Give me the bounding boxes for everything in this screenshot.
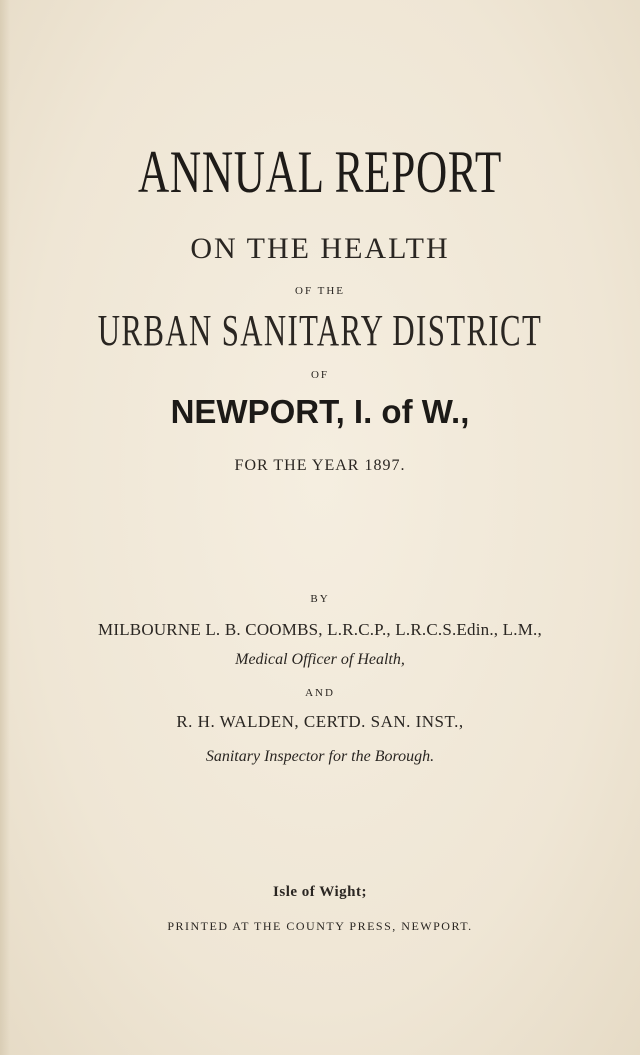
of-line: OF [310, 369, 330, 381]
author-2-role: Sanitary Inspector for the Borough. [205, 748, 435, 765]
year-line: FOR THE YEAR 1897. [234, 457, 406, 474]
report-title: ANNUAL REPORT [138, 139, 502, 205]
printer-line: PRINTED AT THE COUNTY PRESS, NEWPORT. [167, 919, 473, 933]
author-2: R. H. WALDEN, CERTD. SAN. INST., [176, 712, 464, 731]
of-the-line: OF THE [295, 285, 345, 297]
district-name: URBAN SANITARY DISTRICT [97, 306, 543, 355]
place-name: NEWPORT, I. of W., [170, 393, 470, 430]
by-line: BY [310, 593, 330, 605]
author-1: MILBOURNE L. B. COOMBS, L.R.C.P., L.R.C.S.Edin., L.M., [98, 620, 542, 639]
and-line: AND [305, 687, 335, 699]
report-subtitle: ON THE HEALTH [190, 232, 450, 265]
imprint-place: Isle of Wight; [273, 884, 367, 900]
author-1-role: Medical Officer of Health, [235, 651, 405, 668]
